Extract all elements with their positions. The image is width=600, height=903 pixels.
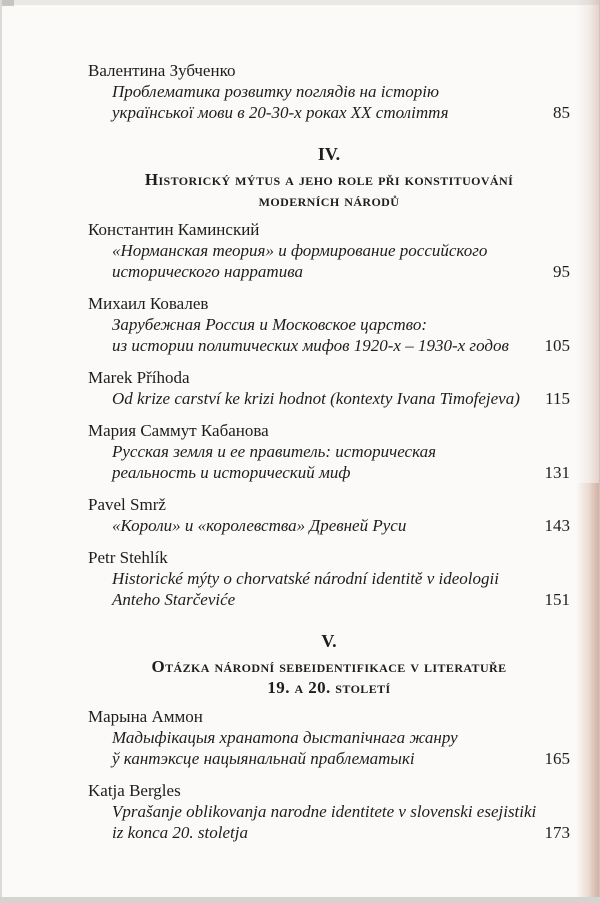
- entry-title-line: [88, 462, 570, 483]
- entry-title-text: реальность и исторический миф: [112, 463, 351, 482]
- entry-title-line: [88, 388, 570, 409]
- entry-title-line: [88, 589, 570, 610]
- entry-title-line: [88, 81, 570, 102]
- entry-author: Константин Каминский: [88, 220, 260, 239]
- entry-author: Валентина Зубченко: [88, 61, 236, 80]
- section-number: IV.: [317, 144, 341, 164]
- entry-author: Katja Bergles: [88, 781, 181, 800]
- entry-title-text: Vprašanje oblikovanja narodne identitete v slovenski esejistiki: [112, 802, 537, 821]
- toc-entry: [88, 780, 570, 843]
- entry-title-text: української мови в 20-30-х роках ХХ століття: [112, 103, 449, 122]
- entry-page-number: 105: [544, 336, 570, 355]
- entry-title-line: [88, 568, 570, 589]
- entry-title-text: iz konca 20. stoletja: [112, 823, 248, 842]
- entry-author: Pavel Smrž: [88, 495, 166, 514]
- toc-entry: [88, 494, 570, 536]
- section-heading: [88, 141, 570, 211]
- entry-title-line: [88, 801, 570, 822]
- entry-title-line: [88, 240, 570, 261]
- section-title-line: 19. a 20. století: [267, 678, 391, 697]
- entry-title-text: ў кантэксце нацыянальнай праблематыкі: [112, 749, 415, 768]
- scan-bottom-edge: [0, 897, 600, 903]
- entry-title-line: [88, 515, 570, 536]
- toc-entry: [88, 547, 570, 610]
- entry-title-line: [88, 441, 570, 462]
- entry-title-text: Historické mýty o chorvatské národní identitě v ideologii: [112, 569, 499, 588]
- entry-page-number: 143: [544, 516, 570, 535]
- entry-author: Мария Саммут Кабанова: [88, 421, 269, 440]
- entry-page-number: 131: [544, 463, 570, 482]
- entry-page-number: 115: [545, 389, 570, 408]
- section-title-line: Otázka národní sebeidentifikace v literatuře: [151, 657, 507, 676]
- entry-title-line: [88, 314, 570, 335]
- entry-title-line: [88, 727, 570, 748]
- toc-entry: [88, 293, 570, 356]
- section-heading: [88, 628, 570, 698]
- entry-title-text: Проблематика розвитку поглядів на історію: [112, 82, 439, 101]
- entry-author: Марына Аммон: [88, 707, 203, 726]
- entry-page-number: 95: [553, 262, 570, 281]
- toc-entry: [88, 219, 570, 282]
- entry-title-text: из истории политических мифов 1920-х – 1930-х годов: [112, 336, 509, 355]
- toc-entry: [88, 706, 570, 769]
- entry-title-text: Anteho Starčeviće: [112, 590, 236, 609]
- entry-author: Marek Příhoda: [88, 368, 190, 387]
- toc-entry: [88, 60, 570, 123]
- section-title-line: moderních národů: [258, 191, 400, 210]
- entry-title-text: «Норманская теория» и формирование российского: [112, 241, 488, 260]
- entry-title-line: [88, 748, 570, 769]
- entry-title-line: [88, 102, 570, 123]
- section-number: V.: [321, 631, 337, 651]
- entry-title-text: «Короли» и «королевства» Древней Руси: [112, 516, 407, 535]
- toc-entry: [88, 420, 570, 483]
- entry-title-line: [88, 822, 570, 843]
- entry-author: Petr Stehlík: [88, 548, 168, 567]
- entry-title-text: Мадыфікацыя хранатопа дыстапічнага жанру: [112, 728, 458, 747]
- entry-page-number: 165: [544, 749, 570, 768]
- entry-title-text: Зарубежная Россия и Московское царство:: [112, 315, 427, 334]
- entry-page-number: 85: [553, 103, 570, 122]
- entry-title-line: [88, 335, 570, 356]
- section-title-line: Historický mýtus a jeho role při konstituování: [144, 170, 514, 189]
- entry-title-line: [88, 261, 570, 282]
- entry-page-number: 151: [544, 590, 570, 609]
- entry-title-text: исторического нарратива: [112, 262, 303, 281]
- entry-title-text: Русская земля и ее правитель: историческая: [112, 442, 437, 461]
- entry-page-number: 173: [544, 823, 570, 842]
- toc-entry: [88, 367, 570, 409]
- entry-title-text: Od krize carství ke krizi hodnot (kontexty Ivana Timofejeva): [112, 389, 520, 408]
- entry-author: Михаил Ковалев: [88, 294, 209, 313]
